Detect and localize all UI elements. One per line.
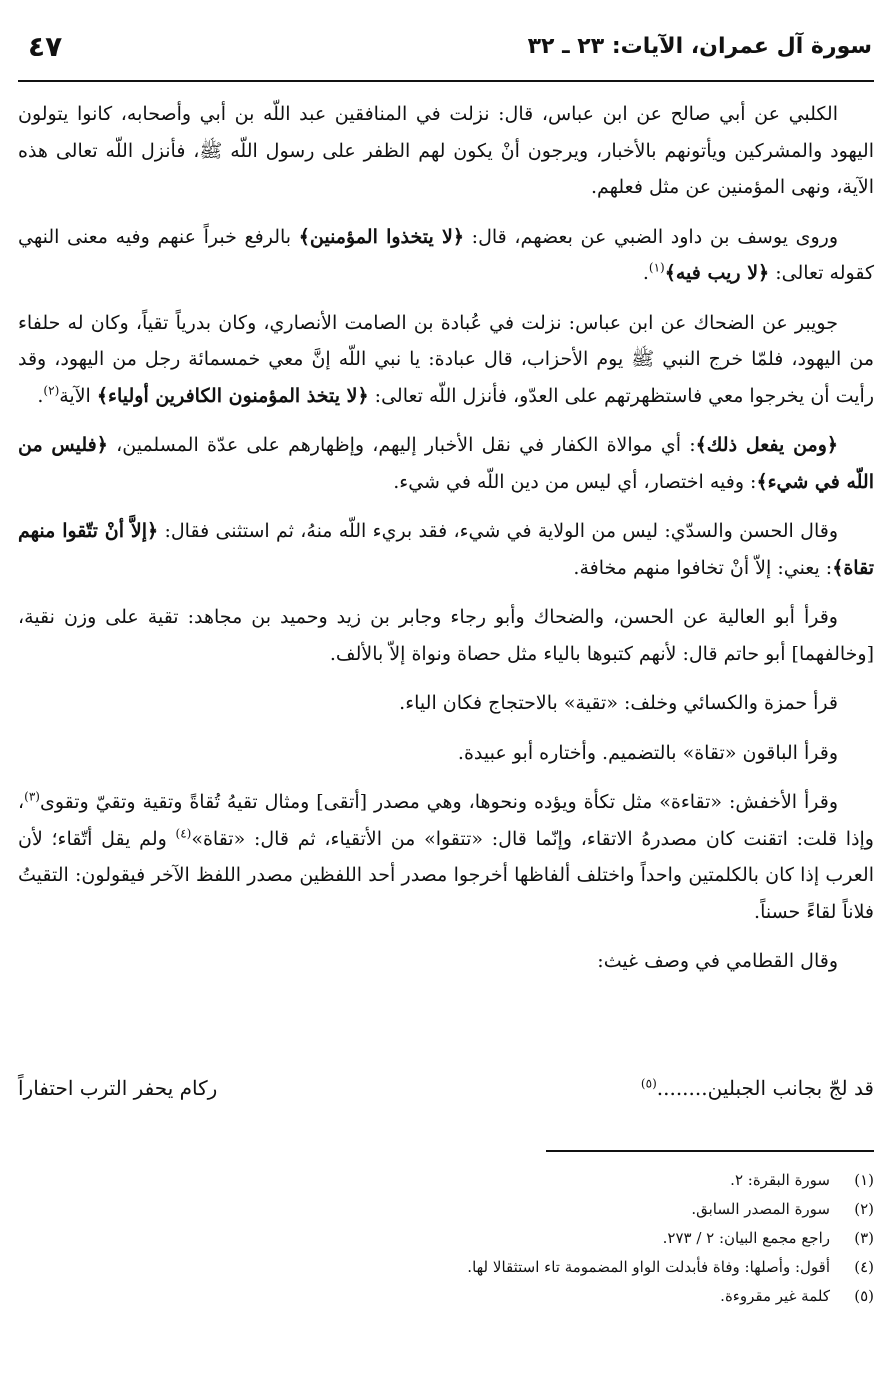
footnote-ref-1: (١) [648,260,665,275]
paragraph-9: وقرأ الأخفش: «تقاءة» مثل تكأة ويؤده ونحوها، وهي مصدر [أتقى] ومثال تقيهُ تُقاةً وتقية وتقيّ وتقوى$^{(٣)}$، وإذا قلت: اتقنت كان مصدرهُ الاتقاء، وإنّما قال: «تتقوا» من الأتقياء، ثم قال: «تقاة»$^{(٤)}$ ولم يقل أتّقاء؛ لأن العرب إذا كان بالكلمتين واحداً واختلف ألفاظها أخرجوا مصدر أحد اللفظين مصدر اللفظ الآخر فيقولون: التقيتُ فلاناً لقاءً حسناً. [18,789,874,923]
paragraph-10: وقال القطامي في وصف غيث: [597,950,838,972]
footnote-item: (٥)كلمة غير مقروءة. [18,1282,874,1311]
quran-quote: ﴿لا يتخذ المؤمنون الكافرين أولياء﴾ [96,384,369,407]
verse-second-hemistich: ركام يحفر الترب احتفاراً [18,1076,218,1100]
paragraph-5: وقال الحسن والسدّي: ليس من الولاية في شيء، فقد بريء اللّه منهُ، ثم استثنى فقال: ﴿إلاَّ أنْ تتّقوا منهم تقاة﴾: يعني: إلاّ أنْ تخافوا منهم مخافة. [18,520,874,579]
quran-quote: ﴿ومن يفعل ذلك﴾ [695,434,839,456]
footnote-ref-5: (٥) [640,1076,657,1091]
paragraph-2: وروى يوسف بن داود الضبي عن بعضهم، قال: ﴿لا يتخذوا المؤمنين﴾ بالرفع خبراً عنهم وفيه معنى النهي كقوله تعالى: ﴿لا ريب فيه﴾$^{(١)}$. [18,225,874,284]
page-header [18,28,874,76]
body-text [18,96,874,993]
paragraph-8: وقرأ الباقون «تقاة» بالتضميم. وأختاره أبو عبيدة. [457,741,838,764]
footnote-number: (٤) [854,1258,874,1276]
quran-quote: ﴿إلاَّ أنْ تتّقوا منهم تقاة﴾ [18,520,874,579]
paragraph-6: وقرأ أبو العالية عن الحسن، والضحاك وأبو رجاء وجابر بن زيد وحميد بن مجاهد: تقية على وزن نقية، [وخالفهما] أبو حاتم قال: لأنهم كتبوها بالياء مثل حصاة ونواة إلاّ بالألف. [18,606,874,665]
running-title: سورة آل عمران، الآيات: ٢٣ ـ ٣٢ [527,34,872,59]
paragraph-4: ﴿ومن يفعل ذلك﴾: أي موالاة الكفار في نقل الأخبار إليهم، وإظهارهم على عدّة المسلمين، ﴿فليس من اللّه في شيء﴾: وفيه اختصار، أي ليس من دين اللّه في شيء. [18,434,874,493]
book-page [18,20,874,1360]
footnote-number: (٢) [854,1200,874,1218]
footnote-ref-3: (٣) [24,789,40,804]
footnote-item: (١)سورة البقرة: ٢. [18,1166,874,1195]
footnote-separator [546,1150,874,1152]
paragraph-7: قرأ حمزة والكسائي وخلف: «تقية» بالاحتجاج فكان الياء. [399,692,838,714]
footnote-number: (٥) [854,1287,874,1305]
footnote-ref-4: (٤) [175,826,192,841]
footnote-ref-2: (٢) [43,383,60,398]
footnote-item: (٤)أقول: وأصلها: وفاة فأبدلت الواو المضمومة تاء استثقالا لها. [18,1253,874,1282]
page-number: ٤٧ [28,30,63,63]
footnote-item: (٢)سورة المصدر السابق. [18,1195,874,1224]
poetry-verse [18,1076,874,1116]
verse-first-hemistich: قد لجّ بجانب الجبلين........$^{(٥)}$ [640,1076,874,1100]
footnote-number: (٣) [854,1229,874,1247]
quran-quote: ﴿فليس من اللّه في شيء﴾ [18,434,874,493]
footnotes [18,1166,874,1311]
header-rule [18,80,874,82]
quran-quote: ﴿لا ريب فيه﴾ [664,262,770,284]
paragraph-1: الكلبي عن أبي صالح عن ابن عباس، قال: نزلت في المنافقين عبد اللّه بن أبي وأصحابه، كانوا يتولون اليهود والمشركين ويأتونهم بالأخبار، ويرجون أنْ يكون لهم الظفر على رسول اللّه ﷺ، فأنزل اللّه تعالى هذه الآية، ونهى المؤمنين عن مثل فعلهم. [18,103,874,198]
footnote-number: (١) [854,1171,874,1189]
footnote-item: (٣)راجع مجمع البيان: ٢ / ٢٧٣. [18,1224,874,1253]
paragraph-3: جويبر عن الضحاك عن ابن عباس: نزلت في عُبادة بن الصامت الأنصاري، وكان بدرياً تقياً، وكان له حلفاء من اليهود، فلمّا خرج النبي ﷺ يوم الأحزاب، قال عبادة: يا نبي اللّه إنَّ معي خمسمائة رجل من اليهود، وقد رأيت أن يخرجوا معي فاستظهرتهم على العدّو، فأنزل اللّه تعالى: ﴿لا يتخذ المؤمنون الكافرين أولياء﴾ الآية$^{(٢)}$. [18,311,874,407]
quran-quote: ﴿لا يتخذوا المؤمنين﴾ [298,225,465,248]
